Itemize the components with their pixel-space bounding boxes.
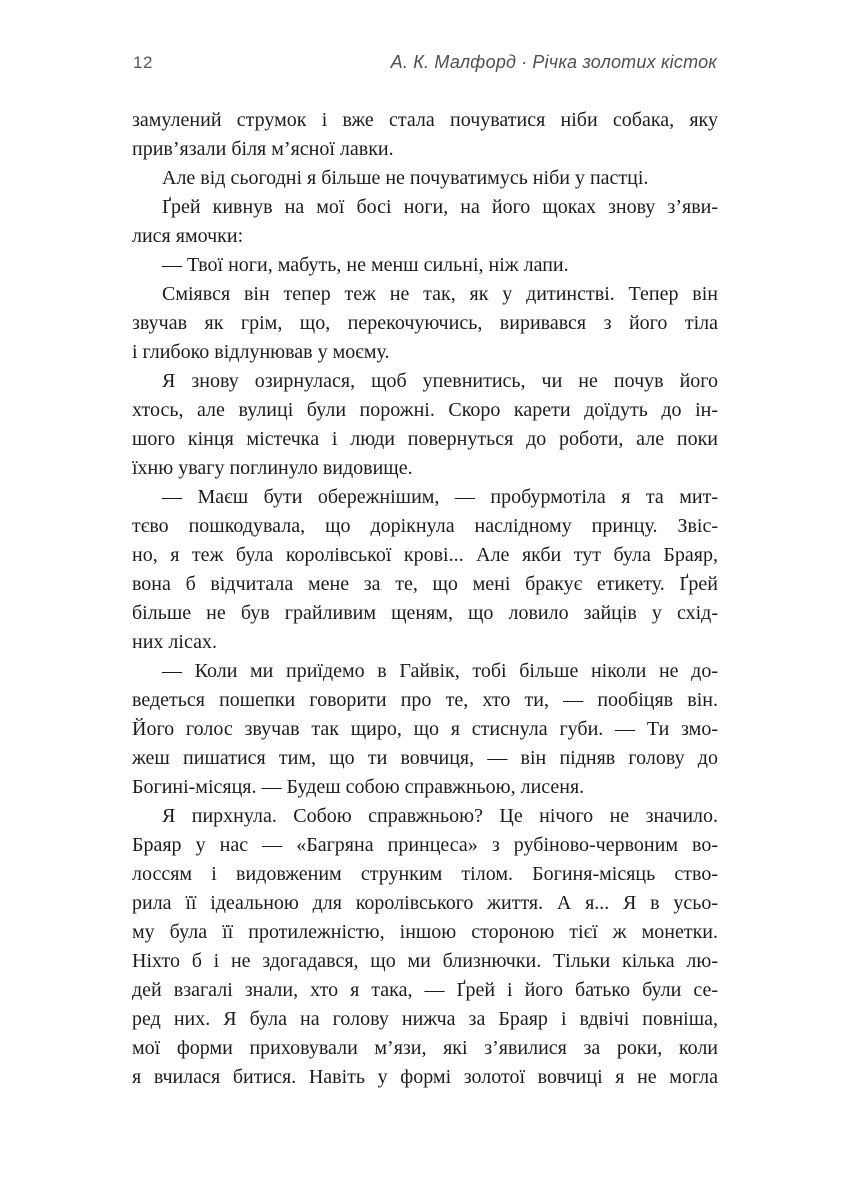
text-line: Я пирхнула. Собою справжньою? Це нічого не значило. xyxy=(162,805,718,827)
page-number: 12 xyxy=(133,53,153,72)
page-header xyxy=(133,52,717,73)
text-line: дей взагалі знали, хто я така, — Ґрей і його батько були се- xyxy=(132,979,718,1001)
text-line: мої форми приховували м’язи, які з’явилися за роки, коли xyxy=(132,1037,718,1059)
text-line: лися ямочки: xyxy=(132,225,244,247)
text-line: Я знову озирнулася, щоб упевнитись, чи не почув його xyxy=(162,370,718,392)
text-line: Але від сьогодні я більше не почуватимусь ніби у пастці. xyxy=(162,167,649,189)
text-line: замулений струмок і вже стала почуватися ніби собака, яку xyxy=(132,109,718,131)
text-line: ред них. Я була на голову нижча за Браяр і вдвічі повніша, xyxy=(132,1008,718,1030)
text-line: я вчилася битися. Навіть у формі золотої вовчиці я не могла xyxy=(132,1066,718,1088)
text-line: рила її ідеальною для королівського життя. А я... Я в усьо- xyxy=(132,892,718,914)
text-line: і глибоко відлунював у моєму. xyxy=(132,341,390,363)
text-line: Сміявся він тепер теж не так, як у дитинстві. Тепер він xyxy=(162,283,718,305)
text-line: них лісах. xyxy=(132,631,217,653)
text-line: Його голос звучав так щиро, що я стиснула губи. — Ти змо- xyxy=(132,718,718,740)
text-line: більше не був грайливим щеням, що ловило зайців у схід- xyxy=(132,602,718,624)
text-line: Браяр у нас — «Багряна принцеса» з рубіново-червоним во- xyxy=(132,834,718,856)
text-line: Ніхто б і не здогадався, що ми близнючки. Тільки кілька лю- xyxy=(132,950,718,972)
text-line: Ґрей кивнув на мої босі ноги, на його щоках знову з’яви- xyxy=(162,196,718,218)
text-line: ведеться пошепки говорити про те, хто ти, — пообіцяв він. xyxy=(132,689,718,711)
text-line: їхню увагу поглинуло видовище. xyxy=(132,457,413,479)
page-body xyxy=(132,106,718,1092)
running-title-separator: · xyxy=(521,52,528,72)
text-line: тєво пошкодувала, що дорікнула наслідному принцу. Звіс- xyxy=(132,515,718,537)
text-line: вона б відчитала мене за те, що мені бракує етикету. Ґрей xyxy=(132,573,718,595)
text-line: — Твої ноги, мабуть, не менш сильні, ніж лапи. xyxy=(162,254,569,276)
text-line: — Коли ми приїдемо в Гайвік, тобі більше ніколи не до- xyxy=(162,660,718,682)
text-line: хтось, але вулиці були порожні. Скоро карети доїдуть до ін- xyxy=(132,399,718,421)
running-title xyxy=(391,52,717,73)
running-title-author: А. К. Малфорд xyxy=(390,52,517,72)
text-line: жеш пишатися тим, що ти вовчиця, — він підняв голову до xyxy=(132,747,718,769)
text-line: Богині-місяця. — Будеш собою справжньою, лисеня. xyxy=(132,776,585,798)
text-line: му була її протилежністю, іншою стороною тієї ж монетки. xyxy=(132,921,718,943)
running-title-book: Річка золотих кісток xyxy=(532,52,717,72)
text-line: прив’язали біля м’ясної лавки. xyxy=(132,138,394,160)
text-line: шого кінця містечка і люди повернуться до роботи, але поки xyxy=(132,428,718,450)
text-line: звучав як грім, що, перекочуючись, виривався з його тіла xyxy=(132,312,718,334)
text-line: но, я теж була королівської крові... Але якби тут була Браяр, xyxy=(132,544,718,566)
text-line: — Маєш бути обережнішим, — пробурмотіла я та мит- xyxy=(162,486,718,508)
text-line: лоссям і видовженим струнким тілом. Богиня-місяць ство- xyxy=(132,863,718,885)
